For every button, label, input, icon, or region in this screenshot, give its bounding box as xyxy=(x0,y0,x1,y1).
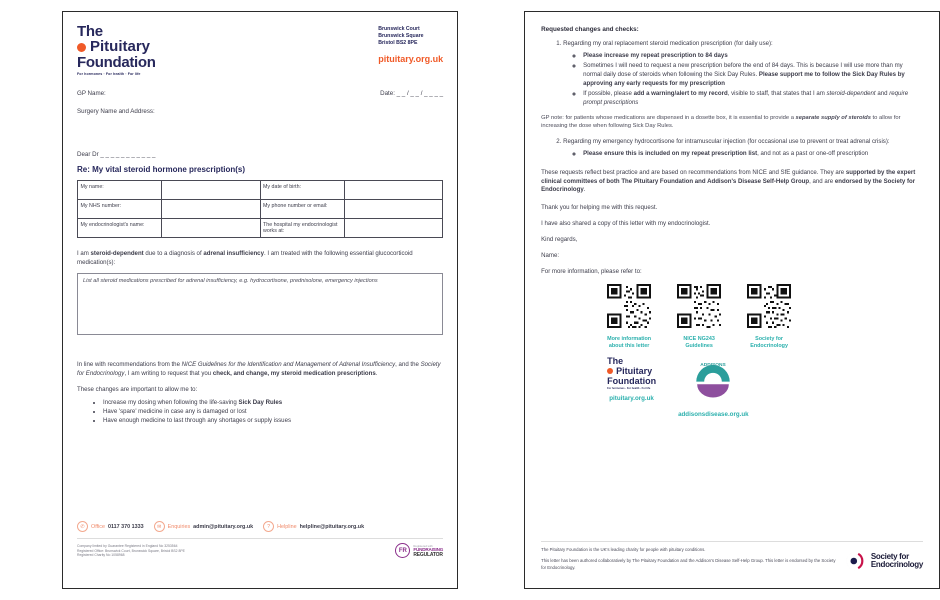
logo-tagline: For hormones · For health · For life xyxy=(607,387,651,391)
cell-input[interactable] xyxy=(162,181,260,200)
qr-code-sfe[interactable] xyxy=(747,284,791,350)
qr-caption-line-1: More information xyxy=(607,336,652,343)
fr-line-1: Registered with xyxy=(413,543,433,548)
letter-page-1 xyxy=(62,11,458,589)
guidelines-part-2: , and the xyxy=(395,361,421,369)
surgery-label: Surgery Name and Address: xyxy=(77,108,155,115)
logo-tagline: For hormones · For health · For life xyxy=(77,72,141,76)
date-field[interactable]: Date: _ _ / _ _ / _ _ _ _ xyxy=(380,90,444,97)
list-item xyxy=(583,61,923,88)
logo-line-3: Foundation xyxy=(77,54,156,71)
website-url: pituitary.org.uk xyxy=(378,54,444,64)
bullet-bold: Please ensure this is included on my repeat prescription list xyxy=(583,149,758,157)
dear-dr-line[interactable]: Dear Dr _ _ _ _ _ _ _ _ _ _ _ xyxy=(77,151,156,158)
sfe-wordmark xyxy=(871,553,923,570)
qr-caption xyxy=(677,336,721,350)
requested-changes-list-2 xyxy=(541,137,923,158)
footer-line-2: This letter has been authored collaboratively by The Pituitary Foundation and the Addison's Disease Self-Help Group. This letter is endorsed by the Society for Endocrinology. xyxy=(541,558,836,570)
closing-thanks: Thank you for helping me with this request. xyxy=(541,204,658,212)
contact-value: admin@pituitary.org.uk xyxy=(193,523,254,530)
legal-text xyxy=(77,544,185,558)
qr-caption-line-1: NICE NG243 xyxy=(683,336,715,343)
contact-label: Enquiries xyxy=(167,523,191,530)
guidelines-part-4: . xyxy=(375,369,378,377)
guidelines-italic-1: NICE Guidelines for the Identification and Management of Adrenal Insufficiency xyxy=(181,361,396,369)
bullet-text-2: , visible to staff, that states that I am xyxy=(727,90,827,97)
steroid-dependent-statement xyxy=(77,250,443,267)
society-endocrinology-logo xyxy=(845,550,923,572)
phone-icon: ✆ xyxy=(77,521,88,532)
address-line-2: Brunswick Square xyxy=(378,33,424,39)
logo-line-2 xyxy=(607,366,656,376)
letterhead xyxy=(77,24,443,76)
list-item-text: Have 'spare' medicine in case any is damaged or lost xyxy=(103,408,247,416)
legal-line-3: Registered Charity No 1058968 xyxy=(77,553,125,558)
logo-line-1: The xyxy=(77,23,103,40)
statement-part-1: I am xyxy=(77,250,91,257)
guidelines-italic-2: Society for Endocrinology xyxy=(77,361,441,377)
qr-code-icon xyxy=(747,284,791,328)
pituitary-foundation-logo-block[interactable] xyxy=(607,357,656,402)
endorsement-part-3: . xyxy=(583,186,586,194)
list-item xyxy=(583,51,923,60)
table-row xyxy=(78,200,443,219)
addisons-logo-block[interactable] xyxy=(678,357,749,418)
requested-changes-list xyxy=(541,39,923,107)
right-footer xyxy=(541,541,923,576)
footer-row xyxy=(541,547,923,576)
gp-note-part-2: to allow for increasing the dose when following Sick Day Rules. xyxy=(541,115,901,130)
contact-label: Office xyxy=(91,523,105,530)
bullet-italic-1: steroid-dependent xyxy=(826,90,876,97)
changes-intro: These changes are important to allow me to: xyxy=(77,386,198,394)
qr-code-nice[interactable] xyxy=(677,284,721,350)
address-line-3: Bristol BS2 8PE xyxy=(378,40,418,46)
requested-changes-heading: Requested changes and checks: xyxy=(541,26,639,33)
closing-regards: Kind regards, xyxy=(541,236,578,244)
footer-text xyxy=(541,547,841,576)
endorsement-part-2: , and are xyxy=(809,177,835,185)
gp-date-row xyxy=(77,76,443,97)
qr-code-row xyxy=(541,284,923,350)
bullet-text: If possible, please xyxy=(583,90,634,97)
list-item-text: Have enough medicine to last through any shortages or supply issues xyxy=(103,417,292,425)
envelope-icon: ✉ xyxy=(154,521,165,532)
item-1-text: Regarding my oral replacement steroid medication prescription (for daily use): xyxy=(563,40,773,47)
list-item xyxy=(103,416,443,425)
subject-line: Re: My vital steroid hormone prescription(s) xyxy=(77,165,246,174)
gp-note xyxy=(541,114,923,131)
logo-line-3: Foundation xyxy=(607,376,657,387)
bullet-bold-mid: add a warning/alert to my record xyxy=(633,90,728,97)
endorsement-part-1: These requests reflect best practice and are based on recommendations from NICE and SfE guidance. They are xyxy=(541,168,846,176)
gp-note-emphasis: separate supply of steroids xyxy=(795,115,871,121)
address-block xyxy=(378,24,443,64)
fr-circle-icon: FR xyxy=(395,543,410,558)
cell-input[interactable] xyxy=(162,200,260,219)
statement-part-3: . I am treated with the following essential glucocorticoid medication(s): xyxy=(77,250,413,266)
sfe-line-2: Endocrinology xyxy=(870,560,923,570)
guidelines-bold-1: check, and change, my steroid medication prescriptions xyxy=(212,369,376,377)
contact-office[interactable] xyxy=(77,521,144,532)
medication-list-box[interactable] xyxy=(77,273,443,335)
contact-value: helpline@pituitary.org.uk xyxy=(299,523,365,530)
qr-code-letter[interactable] xyxy=(607,284,651,350)
addisons-url[interactable]: addisonsdisease.org.uk xyxy=(678,411,749,419)
guidelines-part-1: In line with recommendations from the xyxy=(77,361,182,369)
contact-row xyxy=(77,521,443,532)
fr-text xyxy=(413,544,443,557)
item-2-text: Regarding my emergency hydrocortisone for intramuscular injection (for occasional use to prevent or treat adrenal crisis): xyxy=(563,137,890,145)
logo-line-2-text: Pituitary xyxy=(90,38,151,55)
endorsement-bold-2: endorsed by the Society for Endocrinology xyxy=(541,177,916,194)
list-item xyxy=(583,89,923,107)
pituitary-foundation-logo xyxy=(607,357,656,390)
endorsement-bold-1: supported by the expert clinical committees of both The Pituitary Foundation and Addison's Disease Self-Help Group xyxy=(541,168,916,185)
qr-caption-line-1: Society for xyxy=(755,336,784,343)
contact-value: 0117 370 1333 xyxy=(107,523,144,530)
medication-placeholder: List all steroid medications prescribed for adrenal insufficiency, e.g. hydrocortisone, prednisolone, emergency injections xyxy=(83,278,378,285)
left-footer xyxy=(77,521,443,558)
statement-part-2: due to a diagnosis of xyxy=(143,250,204,257)
address-line-1: Brunswick Court xyxy=(378,26,420,32)
footer-line-1: The Pituitary Foundation is the UK's leading charity for people with pituitary conditions. xyxy=(541,546,706,552)
legal-row xyxy=(77,539,443,558)
patient-details-table xyxy=(77,180,443,238)
cell-label: My NHS number: xyxy=(78,200,162,219)
closing-name-field[interactable]: Name: xyxy=(541,252,560,260)
numbered-item-2 xyxy=(563,137,923,158)
addisons-logo-icon xyxy=(691,357,735,401)
cell-label: My endocrinologist's name: xyxy=(78,219,162,238)
guidelines-paragraph xyxy=(77,361,443,378)
more-information-label: For more information, please refer to: xyxy=(541,268,642,276)
pituitary-foundation-logo xyxy=(77,24,156,76)
list-item xyxy=(103,407,443,416)
cell-input[interactable] xyxy=(344,181,442,200)
bullet-bold-tail: Please support me to follow the Sick Day Rules by approving any early requests for my prescription xyxy=(583,71,905,87)
numbered-item-1 xyxy=(563,39,923,107)
bullet-italic-2: require prompt prescriptions xyxy=(583,90,909,106)
pituitary-url[interactable]: pituitary.org.uk xyxy=(609,395,654,403)
qr-code-icon xyxy=(607,284,651,328)
closing-shared-copy: I have also shared a copy of this letter with my endocrinologist. xyxy=(541,220,711,228)
cell-label: My phone number or email: xyxy=(260,200,344,219)
changes-list xyxy=(77,398,443,425)
addisons-arc-text: ADDISONS xyxy=(700,363,727,369)
legal-line-2: Registered Office: Brunswick Court, Brunswick Square, Bristol BS2 8PE xyxy=(77,548,185,553)
table-row xyxy=(78,181,443,200)
statement-bold-2: adrenal insufficiency xyxy=(203,250,264,257)
statement-bold-1: steroid-dependent xyxy=(90,250,144,257)
sfe-mark-icon xyxy=(845,550,867,572)
contact-enquiries[interactable] xyxy=(154,521,253,532)
sfe-line-1: Society for xyxy=(870,551,909,561)
cell-input[interactable] xyxy=(344,219,442,238)
list-item xyxy=(103,398,443,407)
bullet-bold: Please increase my repeat prescription to 84 days xyxy=(583,52,728,59)
cell-label: The hospital my endocrinologist works at: xyxy=(260,219,344,238)
footer-divider xyxy=(541,541,923,542)
cell-label: My date of birth: xyxy=(260,181,344,200)
logo-dot-icon xyxy=(77,43,86,52)
logo-line-2-text: Pituitary xyxy=(616,366,653,377)
item-2-bullets xyxy=(563,149,923,158)
qr-caption-line-2: Guidelines xyxy=(685,343,713,350)
cell-input[interactable] xyxy=(162,219,260,238)
contact-helpline[interactable] xyxy=(263,521,364,532)
list-item-text: Increase my dosing when following the life-saving xyxy=(103,399,239,407)
bullet-text-3: and xyxy=(875,90,890,97)
logo-line-2 xyxy=(77,39,156,55)
logo-dot-icon xyxy=(607,368,613,374)
partner-logos-row xyxy=(541,357,923,418)
bullet-text: , and not as a past or one-off prescription xyxy=(757,149,869,157)
gp-note-part-1: GP note: for patients whose medications are dispensed in a dosette box, it is essential to provide a xyxy=(541,115,796,121)
bullet-text: Sometimes I will need to request a new prescription before the end of 84 days. This is because I will use more than my normal daily dose of steroids when following the Sick Day Rules. xyxy=(583,62,903,78)
endorsement-paragraph xyxy=(541,169,923,195)
table-row xyxy=(78,219,443,238)
list-item xyxy=(583,149,923,158)
gp-name-label: GP Name: xyxy=(77,90,106,97)
question-mark-icon: ? xyxy=(263,521,274,532)
guidelines-part-3: , I am writing to request that you xyxy=(124,369,213,377)
logo-line-1: The xyxy=(607,356,624,367)
list-item-bold: Sick Day Rules xyxy=(238,399,283,407)
qr-caption-line-2: Endocrinology xyxy=(750,343,788,350)
cell-input[interactable] xyxy=(344,200,442,219)
letter-page-2 xyxy=(524,11,940,589)
fr-line-3: REGULATOR xyxy=(413,551,443,558)
qr-caption-line-2: about this letter xyxy=(608,343,650,350)
fundraising-regulator-badge xyxy=(395,543,443,558)
legal-line-1: Company limited by Guarantee Registered in England No 3253564 xyxy=(77,544,178,549)
qr-code-icon xyxy=(677,284,721,328)
cell-label: My name: xyxy=(78,181,162,200)
qr-caption xyxy=(747,336,791,350)
fr-line-2: FUNDRAISING xyxy=(413,547,444,553)
qr-caption xyxy=(607,336,651,350)
contact-label: Helpline xyxy=(277,523,297,530)
item-1-bullets xyxy=(563,51,923,107)
